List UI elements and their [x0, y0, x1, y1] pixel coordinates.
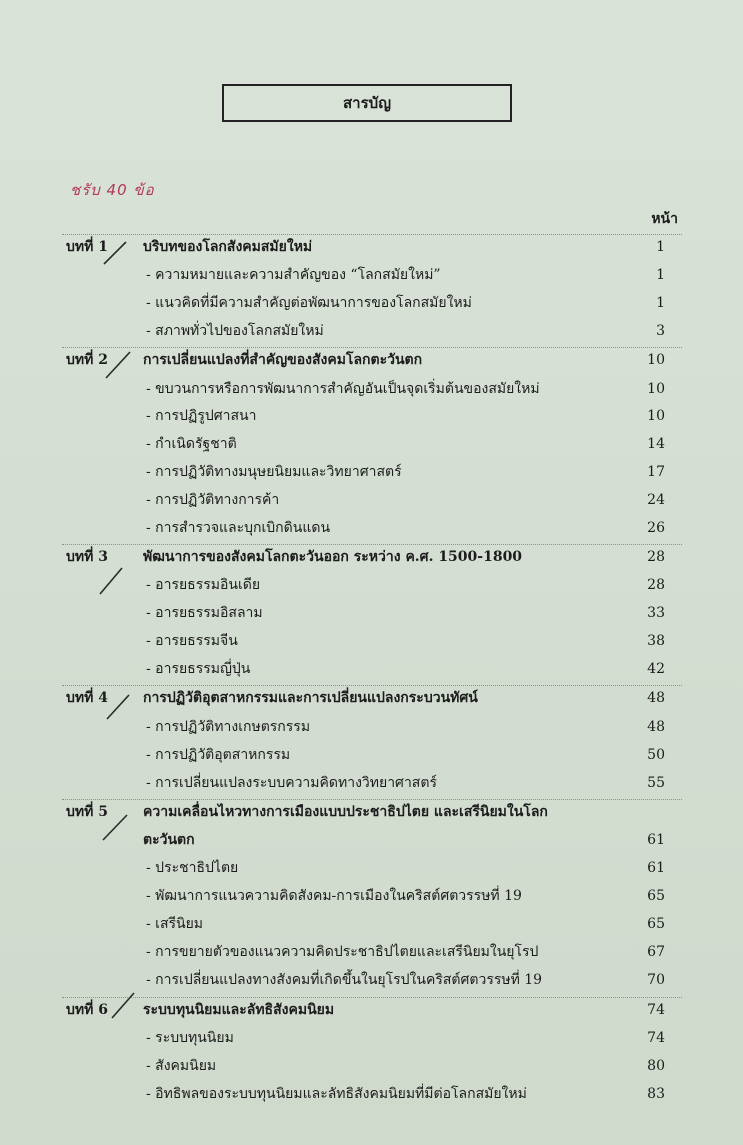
toc-subentry [0, 912, 743, 936]
entry-title: - แนวคิดที่มีความสำคัญต่อพัฒนาการของโลกสมัยใหม่ [146, 295, 472, 311]
page-number: 38 [647, 633, 665, 649]
pen-tick-mark [100, 238, 130, 268]
entry-title: บริบทของโลกสังคมสมัยใหม่ [143, 239, 313, 255]
toc-subentry [0, 771, 743, 795]
entry-title: - อารยธรรมจีน [146, 633, 238, 649]
page-title: สารบัญ [222, 84, 512, 122]
entry-title: พัฒนาการของสังคมโลกตะวันออก ระหว่าง ค.ศ. 1500-1800 [143, 549, 523, 565]
entry-title: - ระบบทุนนิยม [146, 1030, 234, 1046]
page-number: 42 [647, 661, 665, 677]
page-number: 74 [647, 1002, 665, 1018]
handwritten-note: ชรับ 40 ข้อ [70, 181, 155, 199]
toc-subentry [0, 884, 743, 908]
toc-subentry [0, 516, 743, 540]
page-number: 1 [656, 267, 665, 283]
pen-tick-mark [108, 990, 138, 1020]
toc-subentry [0, 404, 743, 428]
entry-title: - การปฏิวัติอุตสาหกรรม [146, 747, 291, 763]
chapter-label: บทที่ 6 [66, 1002, 108, 1018]
entry-title: - อารยธรรมอิสลาม [146, 605, 263, 621]
page-number: 1 [656, 295, 665, 311]
entry-title: - กำเนิดรัฐชาติ [146, 436, 237, 452]
entry-title: - พัฒนาการแนวความคิดสังคม-การเมืองในคริสต์ศตวรรษที่ 19 [146, 888, 522, 904]
toc-subentry [0, 460, 743, 484]
pen-tick-mark [96, 566, 126, 596]
entry-title: - การปฏิรูปศาสนา [146, 408, 257, 424]
page-number: 61 [647, 860, 665, 876]
toc-subentry [0, 940, 743, 964]
chapter-label: บทที่ 2 [66, 352, 108, 368]
entry-title: - การเปลี่ยนแปลงทางสังคมที่เกิดขึ้นในยุโรปในคริสต์ศตวรรษที่ 19 [146, 972, 543, 988]
entry-title: - การขยายตัวของแนวความคิดประชาธิปไตยและเสรีนิยมในยุโรป [146, 944, 539, 960]
page-number: 10 [647, 381, 665, 397]
page-column-header: หน้า [651, 211, 678, 227]
entry-title: - การเปลี่ยนแปลงระบบความคิดทางวิทยาศาสตร์ [146, 775, 437, 791]
chapter-label: บทที่ 3 [66, 549, 108, 565]
chapter-label: บทที่ 4 [66, 690, 108, 706]
entry-title: ความเคลื่อนไหวทางการเมืองแบบประชาธิปไตย และเสรีนิยมในโลก [143, 804, 548, 820]
page-number: 28 [647, 549, 665, 565]
page-number: 67 [647, 944, 665, 960]
toc-subentry [0, 968, 743, 992]
pen-tick-mark [103, 350, 133, 380]
page-number: 65 [647, 888, 665, 904]
entry-title: - อิทธิพลของระบบทุนนิยมและลัทธิสังคมนิยมที่มีต่อโลกสมัยใหม่ [146, 1086, 527, 1102]
toc-subentry [0, 601, 743, 625]
page-number: 48 [647, 719, 665, 735]
toc-subentry [0, 291, 743, 315]
page-number: 70 [647, 972, 665, 988]
page-number: 50 [647, 747, 665, 763]
page-number: 33 [647, 605, 665, 621]
toc-subentry [0, 629, 743, 653]
toc-subentry [0, 319, 743, 343]
entry-title: - การปฏิวัติทางเกษตรกรรม [146, 719, 311, 735]
chapter-label: บทที่ 5 [66, 804, 108, 820]
entry-title: ตะวันตก [143, 832, 195, 848]
page-number: 10 [647, 408, 665, 424]
entry-title: - เสรีนิยม [146, 916, 204, 932]
toc-subentry [0, 432, 743, 456]
page-number: 55 [647, 775, 665, 791]
page-number: 14 [647, 436, 665, 452]
page-number: 28 [647, 577, 665, 593]
page-number: 1 [656, 239, 665, 255]
entry-title: ระบบทุนนิยมและลัทธิสังคมนิยม [143, 1002, 335, 1018]
page-number: 10 [647, 352, 665, 368]
entry-title: - อารยธรรมอินเดีย [146, 577, 261, 593]
toc-subentry [0, 657, 743, 681]
pen-tick-mark [103, 692, 133, 722]
toc-subentry [0, 856, 743, 880]
toc-subentry [0, 488, 743, 512]
entry-title: - สังคมนิยม [146, 1058, 217, 1074]
entry-title: การปฏิวัติอุตสาหกรรมและการเปลี่ยนแปลงกระบวนทัศน์ [143, 690, 478, 706]
toc-subentry [0, 743, 743, 767]
page-number: 83 [647, 1086, 665, 1102]
entry-title: - การสำรวจและบุกเบิกดินแดน [146, 520, 331, 536]
page-number: 24 [647, 492, 665, 508]
entry-title: การเปลี่ยนแปลงที่สำคัญของสังคมโลกตะวันตก [143, 352, 423, 368]
page-number: 74 [647, 1030, 665, 1046]
pen-tick-mark [100, 812, 130, 842]
entry-title: - ประชาธิปไตย [146, 860, 239, 876]
entry-title: - ขบวนการหรือการพัฒนาการสำคัญอันเป็นจุดเริ่มต้นของสมัยใหม่ [146, 381, 540, 397]
page-number: 26 [647, 520, 665, 536]
entry-title: - การปฏิวัติทางการค้า [146, 492, 280, 508]
page-number: 3 [656, 323, 665, 339]
chapter-label: บทที่ 1 [66, 239, 108, 255]
page-number: 80 [647, 1058, 665, 1074]
page-number: 61 [647, 832, 665, 848]
entry-title: - ความหมายและความสำคัญของ “โลกสมัยใหม่” [146, 267, 441, 283]
entry-title: - สภาพทั่วไปของโลกสมัยใหม่ [146, 323, 324, 339]
toc-subentry [0, 1082, 743, 1106]
toc-subentry [0, 1026, 743, 1050]
entry-title: - อารยธรรมญี่ปุ่น [146, 661, 251, 677]
page-number: 17 [647, 464, 665, 480]
entry-title: - การปฏิวัติทางมนุษยนิยมและวิทยาศาสตร์ [146, 464, 402, 480]
page-number: 65 [647, 916, 665, 932]
toc-subentry [0, 1054, 743, 1078]
toc-subentry [0, 377, 743, 401]
page-number: 48 [647, 690, 665, 706]
